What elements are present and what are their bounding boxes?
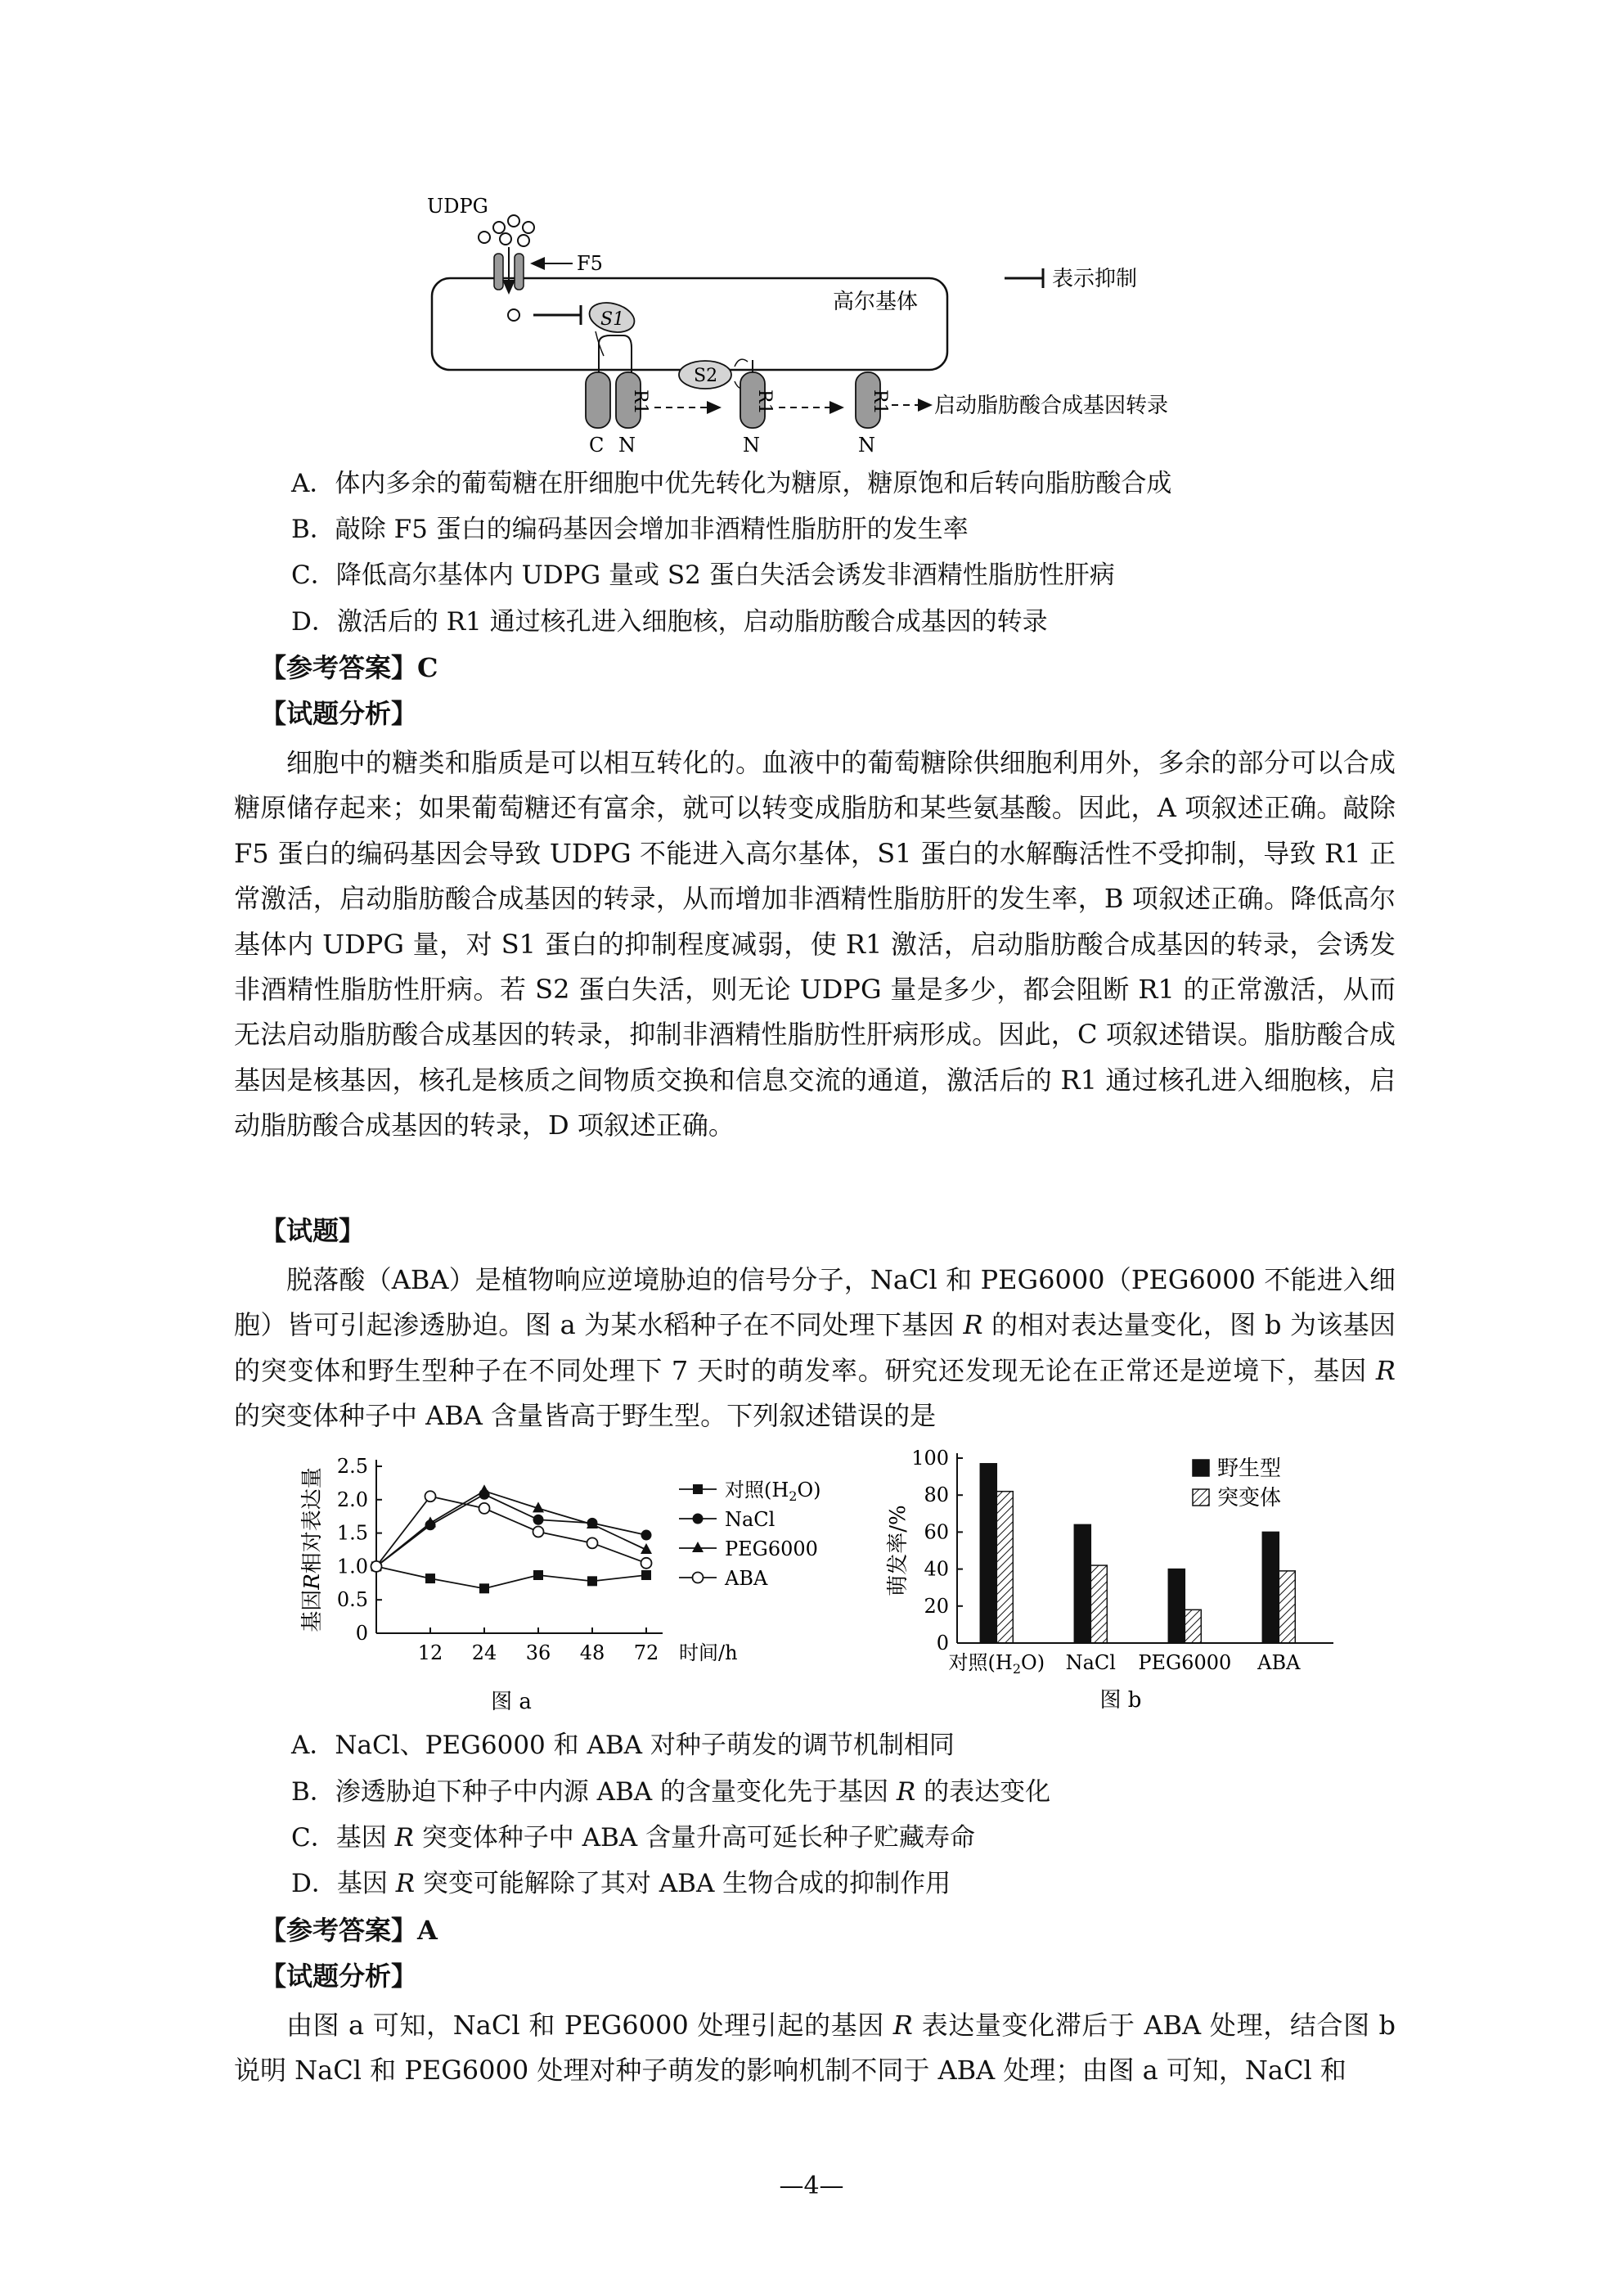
- y-tick-label: 80: [924, 1483, 949, 1507]
- data-point: [533, 1515, 544, 1525]
- bar: [980, 1464, 996, 1643]
- x-axis-label: 时间/h: [679, 1641, 738, 1664]
- udpg-label: UDPG: [427, 195, 488, 218]
- svg-text:N: N: [743, 434, 760, 457]
- x-tick-label: PEG6000: [1138, 1651, 1232, 1674]
- x-tick-label: 72: [633, 1641, 659, 1664]
- chart-b: [867, 1440, 1350, 1718]
- q1-analysis-heading: 【试题分析】: [260, 698, 418, 729]
- bar: [1185, 1609, 1201, 1643]
- x-tick-label: 对照$(H_2O)$: [948, 1651, 1045, 1677]
- q1-option-d: D．激活后的 R1 通过核孔进入细胞核，启动脂肪酸合成基因的转录: [291, 607, 1048, 637]
- q2-answer: 【参考答案】A: [260, 1915, 438, 1946]
- s1-protein: [587, 298, 638, 336]
- data-point: [425, 1573, 435, 1583]
- y-tick-label: 2.5: [336, 1455, 368, 1478]
- q2-option-b: B．渗透胁迫下种子中内源 ABA 的含量变化先于基因 R 的表达变化: [291, 1777, 1051, 1807]
- svg-text:R1: R1: [754, 389, 775, 415]
- x-tick-label: 48: [579, 1641, 605, 1664]
- y-tick-label: 0.5: [336, 1588, 368, 1612]
- legend-marker: [693, 1573, 704, 1583]
- y-tick-label: 40: [924, 1557, 949, 1581]
- q2-option-d: D．基因 R 突变可能解除了其对 ABA 生物合成的抑制作用: [291, 1869, 951, 1898]
- q2-option-a: A．NaCl、PEG6000 和 ABA 对种子萌发的调节机制相同: [291, 1731, 955, 1760]
- q1-option-b: B．敲除 F5 蛋白的编码基因会增加非酒精性脂肪肝的发生率: [291, 515, 969, 544]
- data-point: [425, 1491, 436, 1501]
- r1-precursor: [586, 372, 650, 457]
- legend-label: 野生型: [1217, 1456, 1282, 1481]
- chart-a: [294, 1448, 821, 1718]
- data-point: [641, 1570, 651, 1580]
- data-point: [641, 1558, 652, 1569]
- y-tick-label: 0: [355, 1622, 368, 1645]
- svg-text:C: C: [589, 434, 605, 457]
- y-tick-label: 100: [911, 1447, 949, 1470]
- svg-text:S1: S1: [600, 309, 625, 330]
- q2-analysis-text: 由图 a 可知，NaCl 和 PEG6000 处理引起的基因 R 表达量变化滞后于 ABA 处理，结合图 b 说明 NaCl 和 PEG6000 处理对种子萌发的影响机制不同于 ABA 处理；由图 a 可知，NaCl 和: [234, 2010, 1396, 2087]
- f5-transporter: [494, 247, 524, 293]
- legend-marker: [692, 1542, 704, 1552]
- y-axis-label: 萌发率/%: [886, 1505, 910, 1596]
- legend-swatch: [1193, 1489, 1209, 1506]
- bar: [1168, 1569, 1185, 1643]
- s2-protein: [679, 361, 731, 389]
- data-point: [587, 1576, 597, 1586]
- x-tick-label: NaCl: [1065, 1651, 1116, 1674]
- y-tick-label: 1.0: [336, 1555, 368, 1578]
- data-point: [371, 1561, 382, 1572]
- legend-label: 突变体: [1217, 1486, 1282, 1510]
- data-point: [479, 1484, 490, 1495]
- x-tick-label: 12: [417, 1641, 443, 1664]
- data-point: [479, 1583, 489, 1593]
- y-tick-label: 60: [924, 1520, 949, 1544]
- legend-marker: [693, 1514, 704, 1524]
- series-line: [376, 1566, 646, 1588]
- q1-option-c: C．降低高尔基体内 UDPG 量或 S2 蛋白失活会诱发非酒精性脂肪性肝病: [291, 560, 1115, 590]
- data-point: [533, 1526, 544, 1537]
- r1-cleaved: [740, 360, 775, 457]
- data-point: [587, 1537, 598, 1548]
- svg-text:R1: R1: [630, 389, 650, 415]
- q2-analysis-heading: 【试题分析】: [260, 1961, 418, 1992]
- inhibit-legend: 表示抑制: [1052, 267, 1138, 291]
- svg-text:R1: R1: [870, 389, 890, 415]
- golgi-diagram: [409, 188, 1227, 458]
- transcription-label: 启动脂肪酸合成基因转录: [934, 394, 1169, 418]
- udpg-molecules: [479, 215, 534, 246]
- legend-marker: [693, 1484, 703, 1494]
- q2-heading: 【试题】: [260, 1215, 366, 1246]
- data-point: [641, 1530, 652, 1541]
- f5-label: F5: [577, 252, 603, 275]
- bar: [1090, 1565, 1107, 1643]
- y-tick-label: 1.5: [336, 1521, 368, 1545]
- x-tick-label: 36: [525, 1641, 551, 1664]
- golgi-label: 高尔基体: [833, 290, 919, 314]
- x-tick-label: 24: [471, 1641, 497, 1664]
- y-tick-label: 2.0: [336, 1488, 368, 1511]
- x-tick-label: ABA: [1257, 1651, 1301, 1674]
- svg-text:S2: S2: [694, 366, 718, 386]
- q2-option-c: C．基因 R 突变体种子中 ABA 含量升高可延长种子贮藏寿命: [291, 1823, 976, 1853]
- legend-label: PEG6000: [725, 1537, 818, 1560]
- q1-option-a: A．体内多余的葡萄糖在肝细胞中优先转化为糖原，糖原饱和后转向脂肪酸合成: [291, 469, 1172, 498]
- legend-swatch: [1193, 1460, 1209, 1476]
- bar: [1074, 1524, 1090, 1643]
- legend-label: 对照$(H_2O)$: [725, 1479, 821, 1504]
- chart-title: 图 a: [491, 1690, 532, 1714]
- q2-stem: 脱落酸（ABA）是植物响应逆境胁迫的信号分子，NaCl 和 PEG6000（PEG6000 不能进入细胞）皆可引起渗透胁迫。图 a 为某水稻种子在不同处理下基因 R 的相对表达量变化，图 b 为该基因的突变体和野生型种子在不同处理下 7 天时的萌发率。研究还发现无论在正常还是逆境下，基因 R 的突变体种子中 ABA 含量皆高于野生型。下列叙述错误的是: [234, 1264, 1396, 1432]
- bar: [1262, 1532, 1279, 1643]
- y-axis-label: 基因R相对表达量: [300, 1467, 325, 1632]
- r1-active: [856, 372, 890, 457]
- chart-title: 图 b: [1099, 1688, 1142, 1713]
- bar: [996, 1492, 1013, 1643]
- q1-analysis-text: 细胞中的糖类和脂质是可以相互转化的。血液中的葡萄糖除供细胞利用外，多余的部分可以合成糖原储存起来；如果葡萄糖还有富余，就可以转变成脂肪和某些氨基酸。因此，A 项叙述正确。敲除 F5 蛋白的编码基因会导致 UDPG 不能进入高尔基体，S1 蛋白的水解酶活性不受抑制，导致 R1 正常激活，启动脂肪酸合成基因的转录，从而增加非酒精性脂肪肝的发生率，B 项叙述正确。降低高尔基体内 UDPG 量，对 S1 蛋白的抑制程度减弱，使 R1 激活，启动脂肪酸合成基因的转录，会诱发非酒精性脂肪性肝病。若 S2 蛋白失活，则无论 UDPG 量是多少，都会阻断 R1 的正常激活，从而无法启动脂肪酸合成基因的转录，抑制非酒精性脂肪性肝病形成。因此，C 项叙述错误。脂肪酸合成基因是核基因，核孔是核质之间物质交换和信息交流的通道，激活后的 R1 通过核孔进入细胞核，启动脂肪酸合成基因的转录，D 项叙述正确。: [234, 747, 1396, 1141]
- svg-text:N: N: [618, 434, 636, 457]
- legend-label: ABA: [725, 1567, 768, 1590]
- y-tick-label: 0: [936, 1632, 949, 1654]
- series-line: [376, 1491, 646, 1566]
- page-number: —4—: [779, 2172, 844, 2200]
- y-tick-label: 20: [924, 1594, 949, 1618]
- data-point: [533, 1570, 543, 1580]
- svg-text:N: N: [858, 434, 875, 457]
- q1-answer: 【参考答案】C: [260, 652, 438, 683]
- legend-label: NaCl: [725, 1508, 776, 1531]
- data-point: [479, 1503, 490, 1514]
- bar: [1279, 1571, 1295, 1643]
